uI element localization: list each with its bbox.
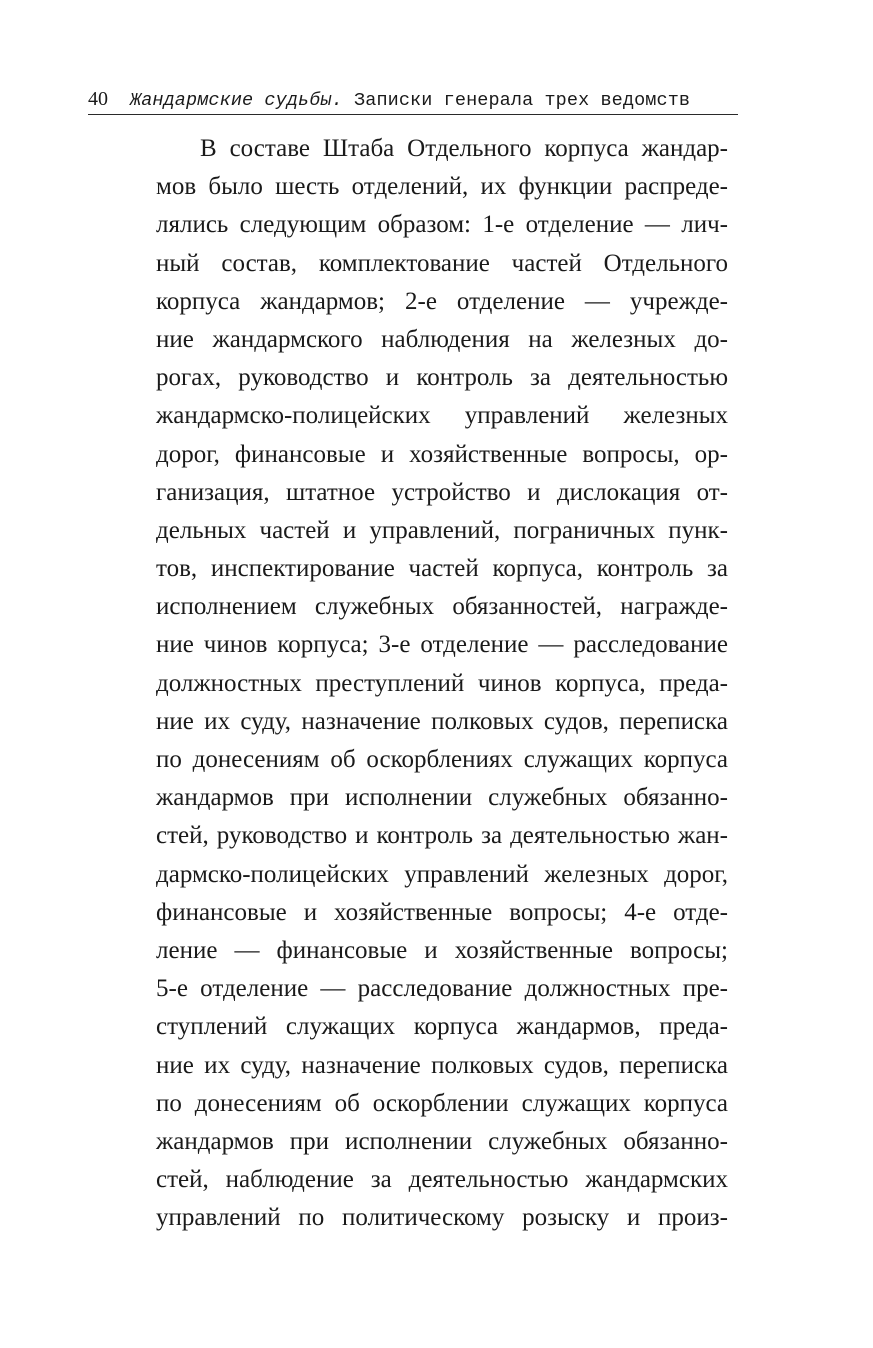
- text-line: по донесениям об оскорблении служащих корпуса: [156, 1089, 728, 1117]
- text-line: лялись следующим образом: 1-е отделение — лич-: [156, 211, 728, 239]
- text-line: тов, инспектирование частей корпуса, контроль за: [156, 555, 728, 583]
- text-line: рогах, руководство и контроль за деятельностью: [156, 364, 728, 392]
- text-line: ление — финансовые и хозяйственные вопросы;: [156, 936, 728, 964]
- text-line: финансовые и хозяйственные вопросы; 4-е отде-: [156, 898, 728, 926]
- text-line: стей, наблюдение за деятельностью жандармских: [156, 1166, 728, 1194]
- text-line: ние чинов корпуса; 3-е отделение — расследование: [156, 631, 728, 659]
- text-line: ние их суду, назначение полковых судов, переписка: [156, 707, 728, 735]
- running-title-italic: Жандармские судьбы.: [130, 90, 343, 111]
- text-line: стей, руководство и контроль за деятельностью жан-: [156, 822, 728, 850]
- text-line: мов было шесть отделений, их функции распреде-: [156, 173, 728, 201]
- text-line: исполнением служебных обязанностей, награжде-: [156, 593, 728, 621]
- text-line: дорог, финансовые и хозяйственные вопросы, ор-: [156, 440, 728, 468]
- text-line: 5-е отделение — расследование должностных пре-: [156, 975, 728, 1003]
- text-line: дармско-полицейских управлений железных дорог,: [156, 860, 728, 888]
- text-line: должностных преступлений чинов корпуса, преда-: [156, 669, 728, 697]
- text-line: ный состав, комплектование частей Отдельного: [156, 249, 728, 277]
- text-line: В составе Штаба Отдельного корпуса жандар-: [200, 135, 728, 162]
- text-line: жандармов при исполнении служебных обязанно-: [156, 1127, 728, 1155]
- text-line: управлений по политическому розыску и произ-: [156, 1204, 728, 1232]
- text-line: дельных частей и управлений, пограничных пунк-: [156, 516, 728, 544]
- running-title-rest: Записки генерала трех ведомств: [342, 90, 691, 111]
- running-header: [88, 84, 738, 115]
- text-line: ние их суду, назначение полковых судов, переписка: [156, 1051, 728, 1079]
- body-text: [156, 130, 728, 1237]
- text-line: по донесениям об оскорблениях служащих корпуса: [156, 746, 728, 773]
- text-line: корпуса жандармов; 2-е отделение — учрежде-: [156, 287, 728, 315]
- text-line: жандармов при исполнении служебных обязанно-: [156, 784, 728, 812]
- text-line: ние жандармского наблюдения на железных до-: [156, 325, 728, 353]
- text-line: ганизация, штатное устройство и дислокация от-: [156, 478, 728, 506]
- text-line: жандармско-полицейских управлений железных: [156, 402, 728, 430]
- running-title: [130, 86, 690, 116]
- page-number: 40: [88, 88, 108, 110]
- text-line: ступлений служащих корпуса жандармов, преда-: [156, 1013, 728, 1041]
